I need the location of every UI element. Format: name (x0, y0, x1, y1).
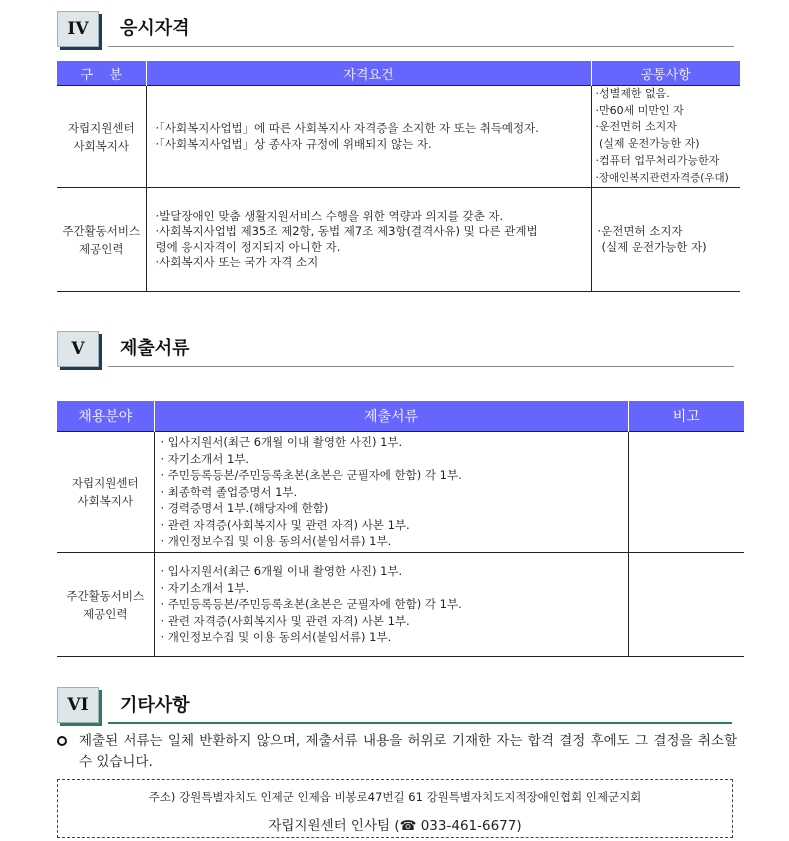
section-4-title: 응시자격 (120, 18, 190, 39)
requirement-line: ·발달장애인 맞춤 생활지원서비스 수행을 위한 역량과 의지를 갖춘 자. (155, 208, 504, 223)
document-line: · 관련 자격증(사회복지사 및 관련 자격) 사본 1부. (160, 517, 410, 532)
common-line: ·장애인복지관련자격증(우대) (595, 171, 729, 184)
category-cell (57, 86, 146, 188)
common-cell (591, 188, 740, 292)
category-line: 주간활동서비스 (62, 223, 141, 238)
notice-text: 제출된 서류는 일체 반환하지 않으며, 제출서류 내용을 허위로 기재한 자는 합격 결정 후에도 그 결정을 취소할 수 있습니다. (79, 733, 737, 770)
category-cell (57, 188, 146, 292)
column-header-documents: 제출서류 (154, 401, 628, 432)
category-line: 자립지원센터 (67, 120, 135, 135)
documents-table (57, 401, 744, 657)
document-line: · 자기소개서 1부. (160, 451, 250, 466)
section-5-title: 제출서류 (120, 338, 190, 359)
section-6-underline (108, 722, 732, 724)
table-header-row (57, 61, 740, 86)
category-line: 제공인력 (83, 606, 128, 621)
footer-address: 주소) 강원특별자치도 인제군 인제읍 비봉로47번길 61 강원특별자치도지적장애인협회 인제군지회 (148, 790, 642, 804)
section-5-underline (108, 366, 734, 367)
document-line: · 개인정보수집 및 이용 동의서(붙임서류) 1부. (160, 534, 392, 549)
qualification-table (57, 61, 740, 292)
requirements-cell (146, 86, 591, 188)
section-6-number: VI (57, 687, 99, 723)
document-line: · 개인정보수집 및 이용 동의서(붙임서류) 1부. (160, 630, 392, 645)
table-row (57, 86, 740, 188)
table-row (57, 553, 744, 657)
common-line: ·성별제한 없음. (595, 87, 670, 100)
section-6-title: 기타사항 (120, 695, 190, 716)
document-line: · 입사지원서(최근 6개월 이내 촬영한 사진) 1부. (160, 434, 403, 449)
contact-phone: 033-461-6677) (416, 818, 522, 834)
section-5-header (57, 331, 99, 367)
common-line: ·만60세 미만인 자 (595, 103, 684, 117)
table-header-row (57, 401, 744, 432)
section-4-number: IV (57, 11, 99, 47)
circle-bullet-icon (57, 736, 67, 746)
common-line: ·운전면허 소지자 (597, 224, 683, 238)
section-6-header (57, 687, 99, 723)
requirement-line: ·「사회복지사업법」에 따른 사회복지사 자격증을 소지한 자 또는 취득예정자. (155, 121, 539, 135)
column-header-common: 공통사항 (591, 61, 740, 86)
section-4-underline (108, 46, 734, 47)
document-line: · 자기소개서 1부. (160, 580, 250, 595)
contact-name: 자립지원센터 인사팀 ( (268, 818, 400, 834)
column-header-note: 비고 (628, 401, 744, 432)
table-row (57, 188, 740, 292)
documents-cell (154, 553, 628, 657)
category-line: 사회복지사 (73, 138, 130, 153)
footer-contact (58, 814, 732, 834)
document-line: · 최종학력 졸업증명서 1부. (160, 484, 298, 499)
column-header-field: 채용분야 (57, 401, 154, 432)
common-line: ·운전면허 소지자 (595, 120, 677, 134)
category-line: 주간활동서비스 (66, 588, 145, 603)
category-line: 자립지원센터 (71, 476, 139, 490)
requirement-line: ·「사회복지사업법」상 종사자 규정에 위배되지 않는 자. (155, 136, 432, 151)
requirement-line: ·사회복지사업법 제35조 제2항, 동법 제7조 제3항(결격사유) 및 다른 관계법 (155, 224, 538, 238)
note-cell (628, 553, 744, 657)
category-cell (57, 432, 154, 553)
note-cell (628, 432, 744, 553)
category-cell (57, 553, 154, 657)
category-line: 제공인력 (79, 241, 124, 256)
requirements-cell (146, 188, 591, 292)
phone-icon: ☎ (399, 818, 417, 834)
section-4-header (57, 11, 99, 47)
document-line: · 관련 자격증(사회복지사 및 관련 자격) 사본 1부. (160, 613, 410, 628)
contact-footer (57, 779, 733, 838)
column-header-category: 구 분 (57, 61, 146, 86)
common-line: ·컴퓨터 업무처리가능한자 (595, 153, 720, 167)
documents-cell (154, 432, 628, 553)
requirement-line: 령에 응시자격이 정지되지 아니한 자. (155, 239, 341, 254)
document-line: · 입사지원서(최근 6개월 이내 촬영한 사진) 1부. (160, 564, 403, 579)
document-line: · 주민등록등본/주민등록초본(초본은 군필자에 한함) 각 1부. (160, 468, 462, 483)
common-line: (실제 운전가능한 자) (601, 239, 707, 254)
section-5-number: V (57, 331, 99, 367)
notice-paragraph (57, 731, 737, 773)
common-cell (591, 86, 740, 188)
common-line: (실제 운전가능한 자) (595, 137, 700, 151)
column-header-requirements: 자격요건 (146, 61, 591, 86)
document-line: · 경력증명서 1부.(해당자에 한함) (160, 501, 329, 516)
requirement-line: ·사회복지사 또는 국가 자격 소지 (155, 255, 319, 269)
table-row (57, 432, 744, 553)
document-line: · 주민등록등본/주민등록초본(초본은 군필자에 한함) 각 1부. (160, 597, 462, 612)
category-line: 사회복지사 (77, 494, 134, 508)
